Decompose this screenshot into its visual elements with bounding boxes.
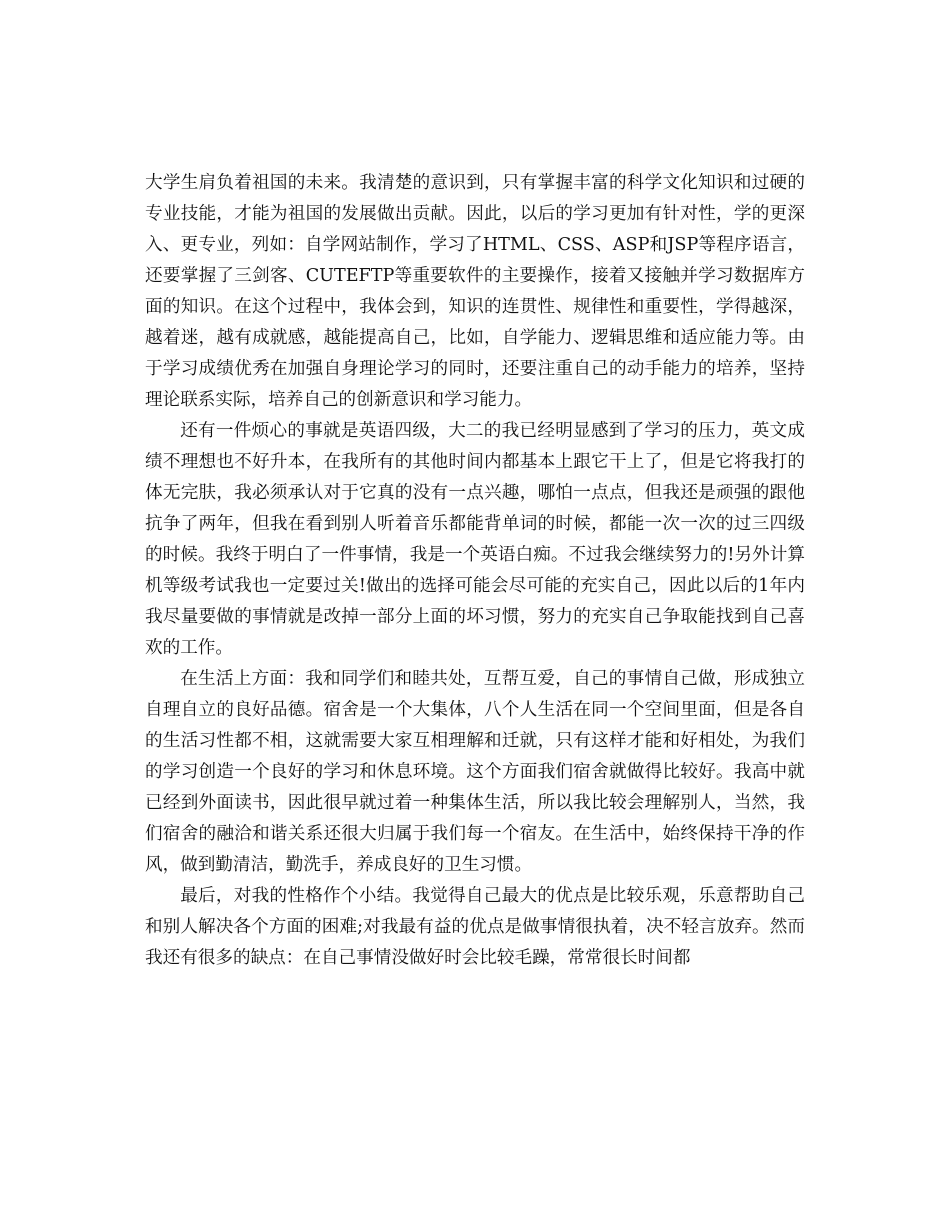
paragraph-english-exam: 还有一件烦心的事就是英语四级，大二的我已经明显感到了学习的压力，英文成绩不理想也不好升本，在我所有的其他时间内都基本上跟它干上了，但是它将我打的体无完肤，我必须承认对于它真的没有一点兴趣，哪怕一点点，但我还是顽强的跟他抗争了两年，但我在看到别人听着音乐都能背单词的时候，都能一次一次的过三四级的时候。我终于明白了一件事情，我是一个英语白痴。不过我会继续努力的!另外计算机等级考试我也一定要过关!做出的选择可能会尽可能的充实自己，因此以后的1年内我尽量要做的事情就是改掉一部分上面的坏习惯，努力的充实自己争取能找到自己喜欢的工作。 xyxy=(145,421,805,658)
paragraph-personality: 最后，对我的性格作个小结。我觉得自己最大的优点是比较乐观，乐意帮助自己和别人解决各个方面的困难;对我最有益的优点是做事情很执着，决不轻言放弃。然而我还有很多的缺点：在自己事情没做好时会比较毛躁，常常很长时间都 xyxy=(145,886,805,968)
document-page xyxy=(145,168,805,974)
paragraph-life: 在生活上方面：我和同学们和睦共处，互帮互爱，自己的事情自己做，形成独立自理自立的良好品德。宿舍是一个大集体，八个人生活在同一个空间里面，但是各自的生活习性都不相，这就需要大家互相理解和迁就，只有这样才能和好相处，为我们的学习创造一个良好的学习和休息环境。这个方面我们宿舍就做得比较好。我高中就已经到外面读书，因此很早就过着一种集体生活，所以我比较会理解别人，当然，我们宿舍的融洽和谐关系还很大归属于我们每一个宿友。在生活中，始终保持干净的作风，做到勤清洁，勤洗手，养成良好的卫生习惯。 xyxy=(145,669,805,875)
paragraph-study: 大学生肩负着祖国的未来。我清楚的意识到，只有掌握丰富的科学文化知识和过硬的专业技能，才能为祖国的发展做出贡献。因此，以后的学习更加有针对性，学的更深入、更专业，列如：自学网站制作，学习了HTML、CSS、ASP和JSP等程序语言，还要掌握了三剑客、CUTEFTP等重要软件的主要操作，接着又接触并学习数据库方面的知识。在这个过程中，我体会到，知识的连贯性、规律性和重要性，学得越深，越着迷，越有成就感，越能提高自己，比如，自学能力、逻辑思维和适应能力等。由于学习成绩优秀在加强自身理论学习的同时，还要注重自己的动手能力的培养，坚持理论联系实际，培养自己的创新意识和学习能力。 xyxy=(145,173,805,410)
